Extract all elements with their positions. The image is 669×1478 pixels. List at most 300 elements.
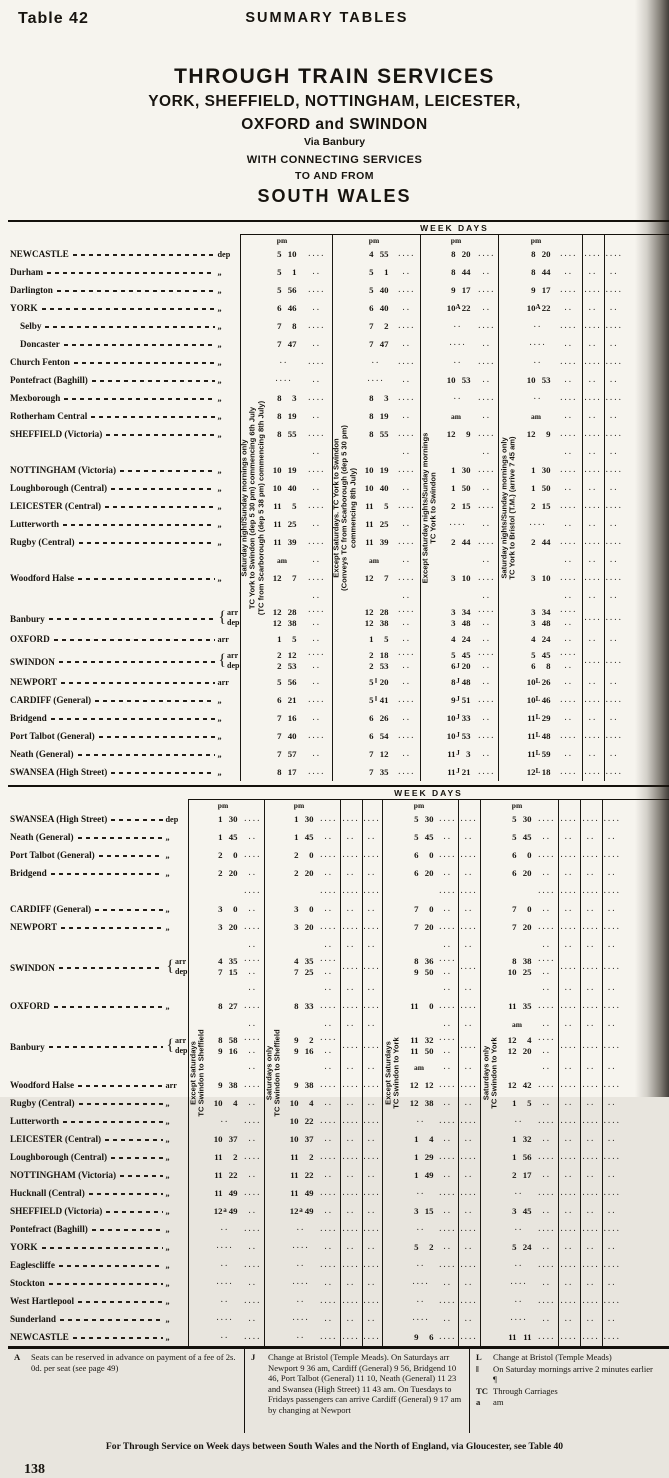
filler-cell bbox=[438, 846, 458, 864]
filler-cell bbox=[602, 1148, 622, 1166]
empty-column-dots: ·· bbox=[607, 943, 617, 951]
timetable-row bbox=[8, 810, 622, 828]
empty-column-dots: ·· bbox=[564, 835, 574, 843]
arr-dep-mark: „ bbox=[217, 768, 222, 777]
time-cell: 1 45 bbox=[294, 832, 314, 842]
filler-cell bbox=[602, 1094, 622, 1112]
empty-column-dots: ·· bbox=[312, 486, 322, 494]
empty-column-dots: ···· bbox=[439, 1155, 457, 1163]
filler-cell bbox=[340, 997, 362, 1015]
rotated-note-text: Except Saturdays. TC York to Swindon (Conveys TC from Scarborough (dep 5 30 pm) commencing 8th July) bbox=[331, 425, 358, 591]
leader-dashes bbox=[59, 967, 163, 969]
empty-column-dots: ·· bbox=[443, 1173, 453, 1181]
empty-column-dots: ·· bbox=[346, 1245, 356, 1253]
filler-cell bbox=[476, 551, 498, 569]
empty-column-dots: ···· bbox=[538, 817, 556, 825]
filler-cell bbox=[340, 1058, 362, 1076]
empty-column-dots: ·· bbox=[324, 969, 334, 978]
filler-cell bbox=[604, 673, 624, 691]
leader-dashes bbox=[111, 772, 214, 774]
filler-cell bbox=[476, 299, 498, 317]
filler-cell bbox=[458, 1310, 480, 1328]
filler-cell bbox=[340, 846, 362, 864]
filler-cell bbox=[476, 763, 498, 781]
station-cell: Woodford Halse arr bbox=[8, 1080, 188, 1090]
arr-dep-mark: „ bbox=[217, 394, 222, 403]
empty-column-dots: ·· bbox=[564, 1173, 574, 1181]
time-cell: 8 27 bbox=[218, 1001, 238, 1011]
filler-cell bbox=[580, 1130, 602, 1148]
filler-cell bbox=[582, 533, 604, 551]
time-cell bbox=[404, 1015, 438, 1033]
time-cell: 12 9 bbox=[446, 429, 471, 439]
empty-column-dots: ·· bbox=[367, 1022, 377, 1030]
train-note-cell bbox=[382, 800, 404, 1346]
empty-column-dots: ···· bbox=[538, 1083, 556, 1091]
meridiem-label: am bbox=[369, 556, 379, 565]
time-cell bbox=[284, 800, 318, 810]
time-cell: 12 28 12 38 bbox=[364, 607, 389, 628]
filler-cell bbox=[458, 900, 480, 918]
empty-column-dots: ·· bbox=[482, 594, 492, 602]
time-cell: 9J 51 bbox=[451, 695, 471, 705]
filler-cell bbox=[242, 1112, 264, 1130]
timetable-row bbox=[8, 1130, 622, 1148]
filler-cell bbox=[536, 900, 558, 918]
empty-column-dots: ·· bbox=[324, 1281, 334, 1289]
filler-cell bbox=[362, 846, 382, 864]
filler-cell bbox=[604, 630, 624, 648]
no-service-dots: ·· bbox=[453, 359, 463, 367]
empty-column-dots: ···· bbox=[560, 1083, 578, 1091]
filler-cell bbox=[536, 1292, 558, 1310]
timetable-row bbox=[8, 745, 624, 763]
empty-column-dots: ···· bbox=[582, 889, 600, 897]
station-cell: Hucknall (Central) „ bbox=[8, 1188, 188, 1198]
station-cell: NEWCASTLE dep bbox=[8, 249, 240, 259]
empty-column-dots: ·· bbox=[312, 414, 322, 422]
empty-column-dots: ···· bbox=[460, 964, 478, 973]
time-cell: 7 35 bbox=[369, 767, 389, 777]
empty-column-dots: ···· bbox=[584, 432, 602, 440]
empty-column-dots: ·· bbox=[312, 716, 322, 724]
empty-column-dots: ···· bbox=[538, 1155, 556, 1163]
time-cell bbox=[440, 551, 476, 569]
empty-column-dots: ·· bbox=[586, 1137, 596, 1145]
filler-cell bbox=[602, 1058, 622, 1076]
empty-column-dots: ·· bbox=[367, 907, 377, 915]
empty-column-dots: ·· bbox=[312, 342, 322, 350]
filler-cell bbox=[394, 691, 420, 709]
filler-cell bbox=[394, 763, 420, 781]
arr-dep-mark: „ bbox=[217, 520, 222, 529]
time-cell: 2 0 bbox=[218, 850, 238, 860]
leader-dashes bbox=[42, 308, 215, 310]
filler-cell bbox=[340, 1076, 362, 1094]
empty-column-dots: ·· bbox=[312, 663, 322, 672]
time-cell: 10L26 bbox=[526, 677, 551, 687]
empty-column-dots: ···· bbox=[460, 1043, 478, 1052]
empty-column-dots: ·· bbox=[609, 342, 619, 350]
filler-cell bbox=[302, 691, 332, 709]
arr-dep-mark: „ bbox=[217, 502, 222, 511]
empty-column-dots: ·· bbox=[248, 986, 258, 994]
empty-column-dots: ·· bbox=[542, 871, 552, 879]
timetable-northbound bbox=[8, 785, 669, 1349]
leader-dashes bbox=[49, 1283, 163, 1285]
arr-dep-mark: arr bbox=[217, 635, 229, 644]
empty-column-dots: ·· bbox=[402, 716, 412, 724]
rotated-note-text: Except Saturday nights/Sunday mornings TC York to Swindon bbox=[420, 432, 439, 584]
time-cell: 11 5 bbox=[365, 501, 389, 511]
empty-column-dots: ·· bbox=[542, 969, 552, 978]
time-cell: 12 42 bbox=[507, 1080, 532, 1090]
filler-cell bbox=[536, 864, 558, 882]
filler-cell bbox=[536, 954, 558, 979]
filler-cell bbox=[536, 1328, 558, 1346]
filler-cell bbox=[580, 1292, 602, 1310]
empty-column-dots: ·· bbox=[248, 969, 258, 978]
leader-dashes bbox=[92, 380, 215, 382]
empty-column-dots: ·· bbox=[564, 306, 574, 314]
filler-cell bbox=[438, 864, 458, 882]
arr-dep-mark: „ bbox=[217, 696, 222, 705]
time-cell bbox=[208, 1015, 242, 1033]
time-cell: 8 55 bbox=[277, 429, 297, 439]
time-cell: 10J 33 bbox=[446, 713, 471, 723]
time-cell bbox=[266, 551, 302, 569]
empty-column-dots: ···· bbox=[460, 1335, 478, 1343]
meridiem-label: am bbox=[512, 1020, 522, 1029]
leader-dashes bbox=[64, 398, 214, 400]
filler-cell bbox=[340, 1274, 362, 1292]
no-service-dots: ·· bbox=[416, 1226, 426, 1234]
filler-cell bbox=[302, 533, 332, 551]
empty-column-dots: ·· bbox=[324, 1137, 334, 1145]
station-cell: SWANSEA (High Street) „ bbox=[8, 767, 240, 777]
time-cell: 12L18 bbox=[526, 767, 551, 777]
time-cell: 8 20 bbox=[531, 249, 551, 259]
empty-column-dots: ·· bbox=[402, 620, 412, 629]
empty-column-dots: ···· bbox=[244, 1155, 262, 1163]
timetable-row bbox=[8, 407, 624, 425]
time-cell bbox=[284, 1015, 318, 1033]
empty-column-dots: ·· bbox=[324, 1173, 334, 1181]
footnote-tc-label: TC bbox=[476, 1385, 488, 1396]
no-service-dots: ·· bbox=[416, 1118, 426, 1126]
filler-cell bbox=[318, 1148, 340, 1166]
main-title: THROUGH TRAIN SERVICES bbox=[174, 65, 495, 88]
filler-cell bbox=[580, 1202, 602, 1220]
empty-column-dots: ···· bbox=[560, 324, 578, 332]
leader-dashes bbox=[63, 524, 215, 526]
filler-cell bbox=[558, 1094, 580, 1112]
filler-cell bbox=[604, 425, 624, 443]
filler-cell bbox=[604, 709, 624, 727]
empty-column-dots: ···· bbox=[478, 468, 496, 476]
filler-cell bbox=[558, 1184, 580, 1202]
filler-cell bbox=[302, 443, 332, 461]
empty-column-dots: ···· bbox=[308, 432, 326, 440]
filler-cell bbox=[318, 1112, 340, 1130]
empty-column-dots: ·· bbox=[402, 594, 412, 602]
station-cell: LEICESTER (Central) „ bbox=[8, 501, 240, 511]
filler-cell bbox=[302, 335, 332, 353]
empty-column-dots: ·· bbox=[402, 342, 412, 350]
leader-dashes bbox=[45, 326, 214, 328]
time-cell: 8 33 bbox=[294, 1001, 314, 1011]
filler-cell bbox=[242, 954, 264, 979]
timetable-row bbox=[8, 1256, 622, 1274]
time-cell: 1 29 bbox=[414, 1152, 434, 1162]
leader-dashes bbox=[95, 909, 162, 911]
time-cell: 5 45 6 8 bbox=[531, 650, 551, 671]
filler-cell bbox=[362, 936, 382, 954]
table-number-label: Table 42 bbox=[18, 10, 89, 27]
filler-cell bbox=[556, 515, 582, 533]
filler-cell bbox=[438, 1148, 458, 1166]
time-cell: 12 7 bbox=[364, 573, 389, 583]
time-cell bbox=[404, 1292, 438, 1310]
filler-cell bbox=[558, 1292, 580, 1310]
empty-column-dots: ·· bbox=[564, 637, 574, 645]
empty-column-dots: ·· bbox=[609, 378, 619, 386]
filler-cell bbox=[604, 691, 624, 709]
empty-column-dots: ···· bbox=[605, 396, 623, 404]
time-cell: 6 0 bbox=[414, 850, 434, 860]
arr-dep-mark: „ bbox=[165, 1315, 170, 1324]
timetable-row bbox=[8, 317, 624, 335]
filler-cell bbox=[536, 1148, 558, 1166]
filler-cell bbox=[558, 1310, 580, 1328]
station-cell: SWINDON { arr dep bbox=[10, 957, 188, 976]
filler-cell bbox=[318, 1274, 340, 1292]
no-service-dots: ·· bbox=[533, 359, 543, 367]
leader-dashes bbox=[42, 1247, 163, 1249]
empty-column-dots: ·· bbox=[367, 943, 377, 951]
filler-cell bbox=[602, 1130, 622, 1148]
empty-column-dots: ·· bbox=[346, 871, 356, 879]
time-cell bbox=[266, 587, 302, 605]
filler-cell bbox=[302, 727, 332, 745]
filler-cell bbox=[438, 1076, 458, 1094]
empty-column-dots: ···· bbox=[244, 957, 262, 965]
empty-column-dots: ···· bbox=[363, 1155, 381, 1163]
station-cell: Durham „ bbox=[8, 267, 240, 277]
no-service-dots: ···· bbox=[292, 1244, 310, 1252]
time-cell bbox=[284, 1310, 318, 1328]
station-cell: Rugby (Central) „ bbox=[8, 1098, 188, 1108]
filler-cell bbox=[558, 918, 580, 936]
empty-column-dots: ···· bbox=[460, 1155, 478, 1163]
empty-column-dots: ·· bbox=[346, 907, 356, 915]
time-cell bbox=[208, 1292, 242, 1310]
empty-column-dots: ·· bbox=[607, 986, 617, 994]
empty-column-dots: ·· bbox=[248, 1048, 258, 1057]
empty-column-dots: ·· bbox=[312, 522, 322, 530]
filler-cell bbox=[302, 551, 332, 569]
empty-column-dots: ···· bbox=[603, 817, 621, 825]
filler-cell bbox=[558, 1274, 580, 1292]
empty-column-dots: ·· bbox=[443, 1281, 453, 1289]
time-cell: 12 12 bbox=[409, 1080, 434, 1090]
empty-column-dots: ·· bbox=[586, 1281, 596, 1289]
empty-column-dots: ·· bbox=[564, 378, 574, 386]
empty-column-dots: ·· bbox=[464, 1065, 474, 1073]
timetable-row bbox=[8, 1058, 622, 1076]
filler-cell bbox=[604, 569, 624, 587]
timetable-row bbox=[8, 979, 622, 997]
empty-column-dots: ···· bbox=[560, 853, 578, 861]
filler-cell bbox=[580, 1220, 602, 1238]
time-cell: 9 38 bbox=[218, 1080, 238, 1090]
filler-cell bbox=[558, 828, 580, 846]
filler-cell bbox=[476, 709, 498, 727]
empty-column-dots: ···· bbox=[584, 615, 602, 624]
empty-column-dots: ·· bbox=[346, 1101, 356, 1109]
station-cell: Woodford Halse „ bbox=[8, 573, 240, 583]
filler-cell bbox=[558, 1202, 580, 1220]
meridiem-label: pm bbox=[450, 236, 462, 245]
time-cell: 2 15 bbox=[531, 501, 551, 511]
empty-column-dots: ·· bbox=[609, 680, 619, 688]
station-cell: Port Talbot (General) „ bbox=[8, 850, 188, 860]
timetable-table bbox=[8, 235, 624, 781]
leader-dashes bbox=[78, 1301, 162, 1303]
filler-cell bbox=[582, 745, 604, 763]
filler-cell bbox=[340, 1148, 362, 1166]
arr-dep-mark: „ bbox=[217, 750, 222, 759]
filler-cell bbox=[242, 936, 264, 954]
arr-dep-mark: „ bbox=[165, 1333, 170, 1342]
empty-column-dots: ···· bbox=[398, 651, 416, 659]
empty-column-dots: ·· bbox=[588, 522, 598, 530]
filler-cell bbox=[558, 1328, 580, 1346]
empty-column-dots: ·· bbox=[324, 871, 334, 879]
leader-dashes bbox=[95, 700, 214, 702]
filler-cell bbox=[604, 763, 624, 781]
filler-cell bbox=[602, 1238, 622, 1256]
filler-cell bbox=[340, 1220, 362, 1238]
arr-dep-mark: „ bbox=[217, 340, 222, 349]
filler-cell bbox=[582, 461, 604, 479]
empty-column-dots: ·· bbox=[588, 594, 598, 602]
filler-cell bbox=[438, 1112, 458, 1130]
filler-cell bbox=[394, 605, 420, 630]
filler-cell bbox=[394, 335, 420, 353]
empty-column-dots: ·· bbox=[367, 835, 377, 843]
time-cell: 10 19 bbox=[364, 465, 389, 475]
time-cell: 11 11 bbox=[508, 1332, 532, 1342]
empty-column-dots: ·· bbox=[324, 943, 334, 951]
empty-column-dots: ···· bbox=[342, 1227, 360, 1235]
empty-column-dots: ·· bbox=[324, 1065, 334, 1073]
arr-dep-mark: „ bbox=[165, 1099, 170, 1108]
empty-column-dots: ···· bbox=[584, 576, 602, 584]
empty-column-dots: ·· bbox=[443, 1209, 453, 1217]
timetable-row bbox=[8, 936, 622, 954]
timetable-row bbox=[8, 900, 622, 918]
empty-column-dots: ·· bbox=[542, 943, 552, 951]
empty-column-dots: ···· bbox=[478, 734, 496, 742]
station-cell: Pontefract (Baghill) „ bbox=[8, 1224, 188, 1234]
empty-column-dots: ·· bbox=[324, 835, 334, 843]
filler-cell bbox=[302, 479, 332, 497]
time-cell bbox=[502, 1220, 536, 1238]
train-note-cell bbox=[240, 235, 266, 781]
time-cell: 11L59 bbox=[527, 749, 551, 759]
time-cell: 5 24 bbox=[512, 1242, 532, 1252]
station-cell: CARDIFF (General) „ bbox=[8, 904, 188, 914]
time-cell: 1 30 bbox=[218, 814, 238, 824]
filler-cell bbox=[602, 997, 622, 1015]
empty-column-dots: ·· bbox=[564, 680, 574, 688]
timetable-row bbox=[8, 299, 624, 317]
empty-column-dots: ·· bbox=[607, 1245, 617, 1253]
arr-dep-mark: „ bbox=[217, 466, 222, 475]
empty-column-dots: ···· bbox=[363, 817, 381, 825]
empty-column-dots: ·· bbox=[346, 1173, 356, 1181]
no-service-dots: ·· bbox=[416, 1262, 426, 1270]
time-cell: 3 20 bbox=[218, 922, 238, 932]
empty-column-dots: ···· bbox=[363, 889, 381, 897]
time-cell: 1 56 bbox=[512, 1152, 532, 1162]
filler-cell bbox=[536, 1112, 558, 1130]
filler-cell bbox=[580, 1094, 602, 1112]
time-cell: 10 22 bbox=[289, 1116, 314, 1126]
filler-cell bbox=[558, 1220, 580, 1238]
station-cell: Lutterworth „ bbox=[8, 1116, 188, 1126]
empty-column-dots: ·· bbox=[367, 1209, 377, 1217]
filler-cell bbox=[394, 515, 420, 533]
empty-column-dots: ···· bbox=[560, 396, 578, 404]
filler-cell bbox=[340, 979, 362, 997]
filler-cell bbox=[242, 1310, 264, 1328]
filler-cell bbox=[536, 1033, 558, 1058]
filler-cell bbox=[302, 648, 332, 673]
time-cell bbox=[266, 235, 302, 245]
time-cell: 5 45 bbox=[512, 832, 532, 842]
time-cell: 6 54 bbox=[369, 731, 389, 741]
filler-cell bbox=[438, 979, 458, 997]
brace-glyph: { bbox=[166, 1036, 175, 1054]
filler-cell bbox=[602, 1015, 622, 1033]
filler-cell bbox=[302, 569, 332, 587]
empty-column-dots: ·· bbox=[346, 1317, 356, 1325]
empty-column-dots: ···· bbox=[398, 396, 416, 404]
timetable-row bbox=[8, 515, 624, 533]
empty-column-dots: ·· bbox=[586, 1022, 596, 1030]
empty-column-dots: ···· bbox=[605, 698, 623, 706]
filler-cell bbox=[604, 648, 624, 673]
empty-column-dots: ···· bbox=[478, 770, 496, 778]
filler-cell bbox=[536, 1166, 558, 1184]
filler-cell bbox=[558, 1256, 580, 1274]
empty-column-dots: ···· bbox=[560, 1227, 578, 1235]
time-cell: 5 45 bbox=[414, 832, 434, 842]
arr-dep-mark: „ bbox=[165, 1279, 170, 1288]
filler-cell bbox=[580, 846, 602, 864]
filler-cell bbox=[582, 235, 604, 245]
time-cell: 5 56 bbox=[277, 677, 297, 687]
empty-column-dots: ···· bbox=[342, 1083, 360, 1091]
filler-cell bbox=[580, 828, 602, 846]
empty-column-dots: ·· bbox=[607, 1137, 617, 1145]
empty-column-dots: ·· bbox=[482, 680, 492, 688]
empty-column-dots: ·· bbox=[564, 1101, 574, 1109]
filler-cell bbox=[458, 1184, 480, 1202]
timetable-row bbox=[8, 648, 624, 673]
